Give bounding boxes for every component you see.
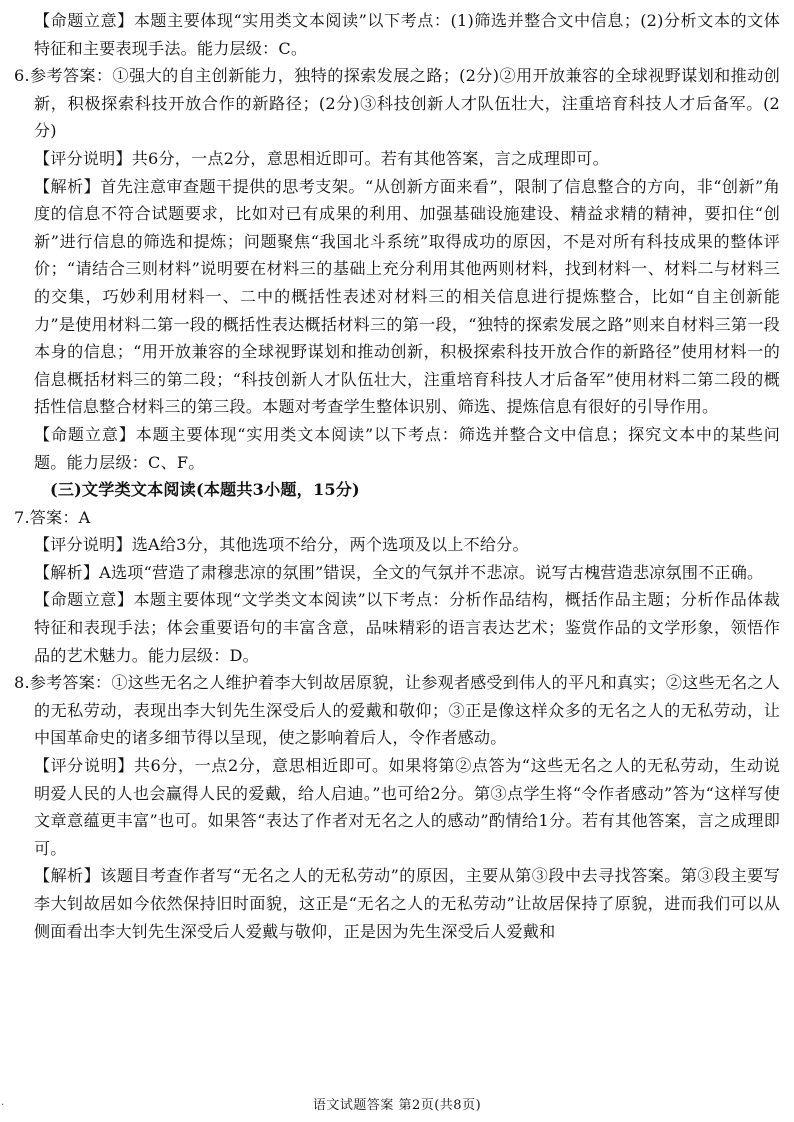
paragraph-6-scoring: 【评分说明】共6分，一点2分，意思相近即可。若有其他答案，言之成理即可。	[34, 148, 609, 168]
paragraph-7-intent: 【命题立意】本题主要体现“文学类文本阅读”以下考点：分析作品结构，概括作品主题；分析作品体裁特征和表现手法；体会重要语句的丰富含意，品味精彩的语言表达艺术；鉴赏作品的文学形象，领悟作品的艺术魅力。能力层级：D。	[34, 590, 780, 665]
paragraph-7-answer: 7.答案：A	[14, 507, 91, 527]
paragraph-6-intent: 【命题立意】本题主要体现“实用类文本阅读”以下考点：筛选并整合文中信息；探究文本中的某些问题。能力层级：C、F。	[34, 424, 780, 472]
paragraph-1-intent: 【命题立意】本题主要体现“实用类文本阅读”以下考点：(1)筛选并整合文中信息；(2)分析文本的文体特征和主要表现手法。能力层级：C。	[34, 11, 780, 58]
paragraph-8-scoring: 【评分说明】共6分，一点2分，意思相近即可。如果将第②点答为“这些无名之人的无私劳动，生动说明爱人民的人也会赢得人民的爱戴，给人启迪。”也可给2分。第③点学生将“令作者感动”答为“这样写使文章意蕴更丰富”也可。如果答“表达了作者对无名之人的感动”酌情给1分。若有其他答案，言之成理即可。	[34, 756, 780, 858]
section-heading-literary: (三)文学类文本阅读(本题共3小题，15分)	[50, 480, 360, 500]
paragraph-8-analysis: 【解析】该题目考查作者写“无名之人的无私劳动”的原因，主要从第③段中去寻找答案。第③段主要写李大钊故居如今依然保持旧时面貌，这正是“无名之人的无私劳动”让故居保持了原貌，进而我们可以从侧面看出李大钊先生深受后人爱戴与敬仰，正是因为先生深受后人爱戴和	[34, 866, 780, 941]
paragraph-8-answer: 8.参考答案：①这些无名之人维护着李大钊故居原貌，让参观者感受到伟人的平凡和真实；②这些无名之人的无私劳动，表现出李大钊先生深受后人的爱戴和敬仰；③正是像这样众多的无名之人的无私劳动，让中国革命史的诸多细节得以呈现，使之影响着后人，令作者感动。	[14, 673, 780, 748]
edge-mark: ·	[1, 1100, 5, 1111]
paragraph-7-analysis: 【解析】A选项“营造了肃穆悲凉的氛围”错误，全文的气氛并不悲凉。说写古槐营造悲凉氛围不正确。	[34, 562, 764, 582]
paragraph-6-answer: 6.参考答案：①强大的自主创新能力，独特的探索发展之路；(2分)②用开放兼容的全球视野谋划和推动创新，积极探索科技开放合作的新路径；(2分)③科技创新人才队伍壮大，注重培育科技人才后备军。(2分)	[14, 66, 780, 141]
paragraph-6-analysis: 【解析】首先注意审查题干提供的思考支架。“从创新方面来看”，限制了信息整合的方向，非“创新”角度的信息不符合试题要求，比如对已有成果的利用、加强基础设施建设、精益求精的精神，要扣住“创新”进行信息的筛选和提炼；问题聚焦“我国北斗系统”取得成功的原因，不是对所有科技成果的整体评价；“请结合三则材料”说明要在材料三的基础上充分利用其他两则材料，找到材料一、材料二与材料三的交集，巧妙利用材料一、二中的概括性表述对材料三的相关信息进行提炼整合，比如“自主创新能力”是使用材料二第一段的概括性表达概括材料三的第一段，“独特的探索发展之路”则来自材料三第一段本身的信息；“用开放兼容的全球视野谋划和推动创新，积极探索科技开放合作的新路径”使用材料一的信息概括材料三的第二段；“科技创新人才队伍壮大，注重培育科技人才后备军”使用材料二第二段的概括性信息整合材料三的第三段。本题对考查学生整体识别、筛选、提炼信息有很好的引导作用。	[34, 176, 780, 417]
page-footer: 语文试题答案 第2页(共8页)	[312, 1098, 482, 1113]
paragraph-7-scoring: 【评分说明】选A给3分，其他选项不给分，两个选项及以上不给分。	[34, 535, 529, 555]
